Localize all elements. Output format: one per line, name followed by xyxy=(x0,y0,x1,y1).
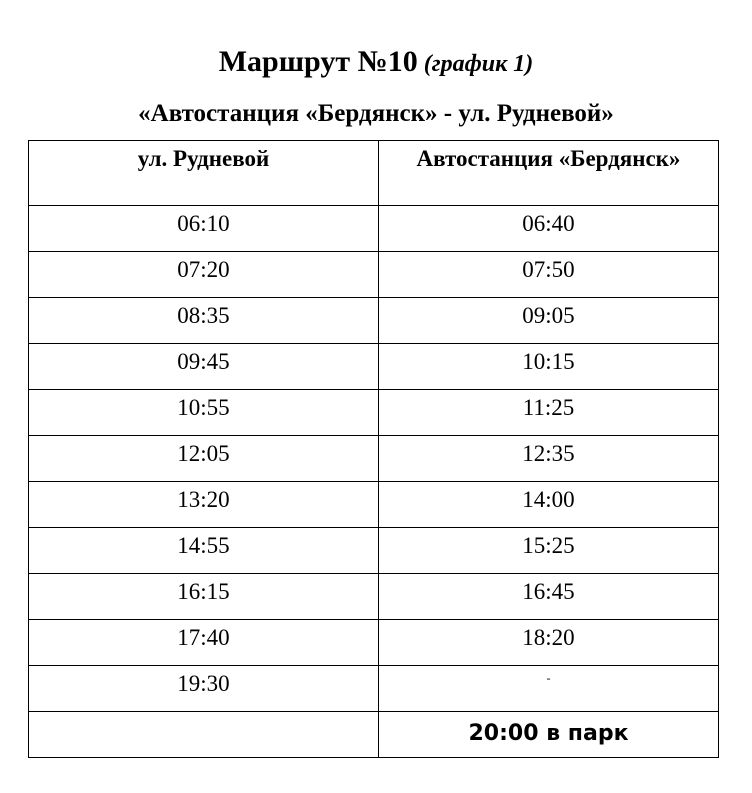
departure-bus-station: 18:20 xyxy=(379,620,719,666)
table-row xyxy=(29,574,719,620)
table-row xyxy=(29,436,719,482)
departure-bus-station: 11:25 xyxy=(379,390,719,436)
departure-bus-station: - xyxy=(379,666,719,712)
departure-bus-station: 10:15 xyxy=(379,344,719,390)
departure-rudnevoy: 08:35 xyxy=(29,298,379,344)
table-row xyxy=(29,298,719,344)
table-row xyxy=(29,482,719,528)
header-row xyxy=(29,141,719,206)
departure-rudnevoy: 14:55 xyxy=(29,528,379,574)
departure-rudnevoy-empty xyxy=(29,712,379,758)
departure-rudnevoy: 07:20 xyxy=(29,252,379,298)
column-header-bus-station: Автостанция «Бердянск» xyxy=(379,141,719,206)
schedule-note: (график 1) xyxy=(423,51,534,77)
departure-bus-station: 09:05 xyxy=(379,298,719,344)
departure-rudnevoy: 19:30 xyxy=(29,666,379,712)
page-title xyxy=(0,42,752,84)
departure-rudnevoy: 16:15 xyxy=(29,574,379,620)
departure-bus-station: 15:25 xyxy=(379,528,719,574)
table-row xyxy=(29,620,719,666)
departure-rudnevoy: 12:05 xyxy=(29,436,379,482)
departure-bus-station: 14:00 xyxy=(379,482,719,528)
table-row xyxy=(29,666,719,712)
departure-bus-station: 12:35 xyxy=(379,436,719,482)
table-row xyxy=(29,252,719,298)
departure-bus-station: 06:40 xyxy=(379,206,719,252)
table-row xyxy=(29,206,719,252)
route-name: «Автостанция «Бердянск» - ул. Рудневой» xyxy=(138,100,614,127)
departure-bus-station: 16:45 xyxy=(379,574,719,620)
departure-bus-station: 07:50 xyxy=(379,252,719,298)
departure-rudnevoy: 13:20 xyxy=(29,482,379,528)
table-row xyxy=(29,528,719,574)
route-number: Маршрут №10 xyxy=(218,45,418,78)
table-row xyxy=(29,390,719,436)
departure-rudnevoy: 17:40 xyxy=(29,620,379,666)
departure-rudnevoy: 09:45 xyxy=(29,344,379,390)
table-row xyxy=(29,344,719,390)
column-header-rudnevoy: ул. Рудневой xyxy=(29,141,379,206)
departure-rudnevoy: 06:10 xyxy=(29,206,379,252)
schedule-table xyxy=(28,140,719,758)
departure-rudnevoy: 10:55 xyxy=(29,390,379,436)
return-to-depot: 20:00 в парк xyxy=(379,712,719,758)
table-row xyxy=(29,712,719,758)
